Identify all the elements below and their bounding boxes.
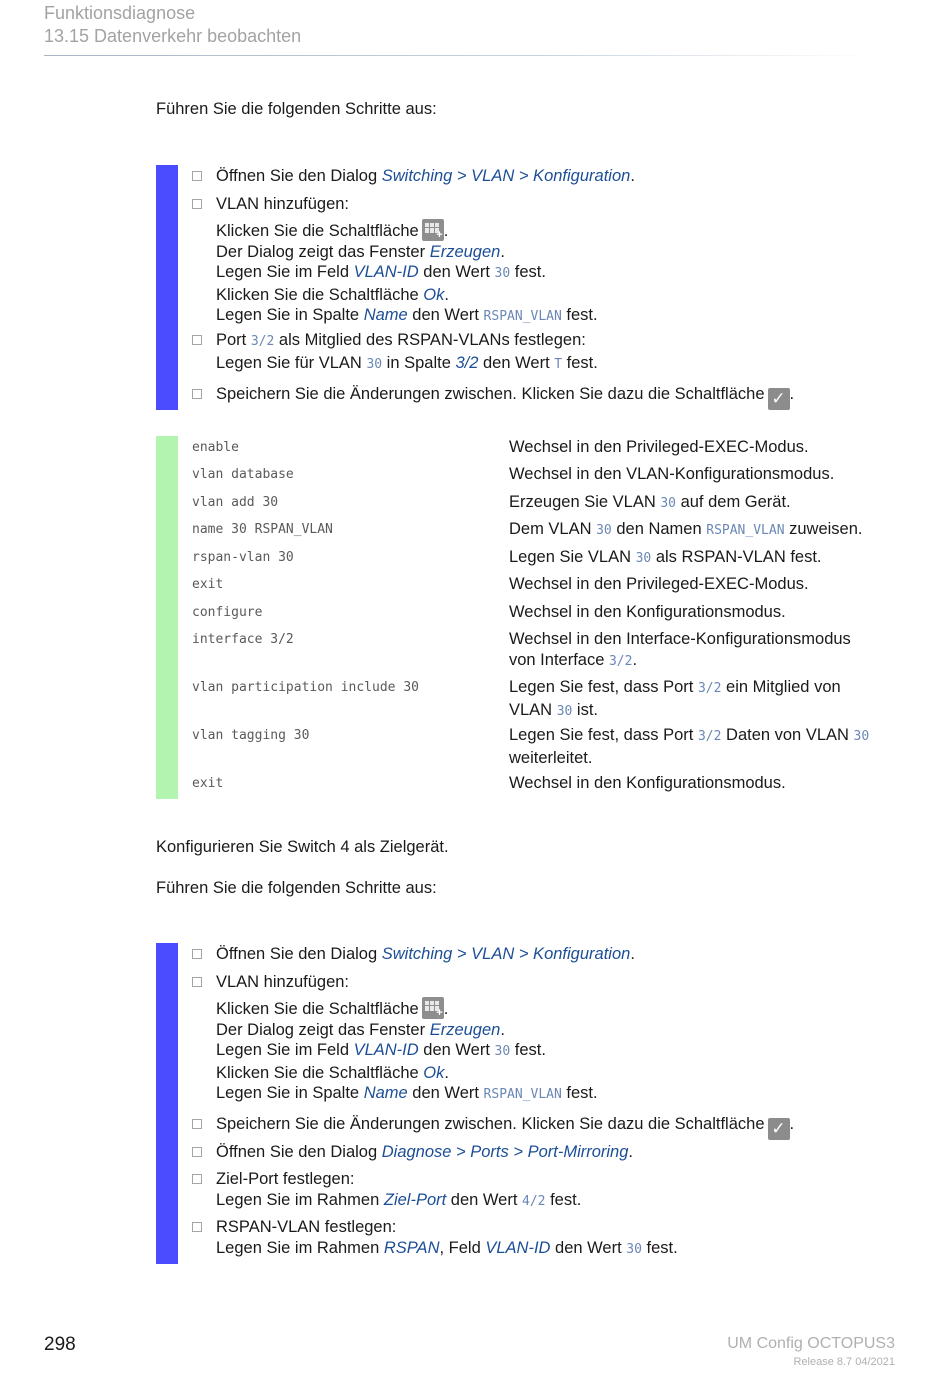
cli-command: name 30 RSPAN_VLAN bbox=[192, 522, 333, 537]
step-target-port: Ziel-Port festlegen: Legen Sie im Rahmen Ziel-Port den Wert 4/2 fest. bbox=[216, 1169, 581, 1212]
cli-command: configure bbox=[192, 605, 263, 620]
step-add-vlan: VLAN hinzufügen: bbox=[216, 972, 349, 993]
checkbox-icon bbox=[192, 199, 202, 209]
step-open-mirroring-dialog: Öffnen Sie den Dialog Diagnose > Ports > Port-Mirroring. bbox=[216, 1142, 633, 1163]
cli-description: Legen Sie VLAN 30 als RSPAN-VLAN fest. bbox=[509, 548, 822, 566]
steps-box-target bbox=[156, 943, 896, 1264]
step-rspan-vlan: RSPAN-VLAN festlegen: Legen Sie im Rahmen RSPAN, Feld VLAN-ID den Wert 30 fest. bbox=[216, 1217, 678, 1260]
cli-description: Erzeugen Sie VLAN 30 auf dem Gerät. bbox=[509, 493, 791, 511]
cli-bar bbox=[156, 436, 178, 799]
header-divider bbox=[44, 55, 874, 56]
page-number: 298 bbox=[44, 1334, 76, 1355]
cli-description: Dem VLAN 30 den Namen RSPAN_VLAN zuweisen. bbox=[509, 520, 863, 538]
add-table-icon: + bbox=[422, 997, 444, 1019]
cli-command: enable bbox=[192, 440, 239, 455]
checkbox-icon bbox=[192, 949, 202, 959]
cli-box bbox=[156, 436, 896, 799]
step-save: Speichern Sie die Änderungen zwischen. Klicken Sie dazu die Schaltfläche ✓ . bbox=[216, 1114, 794, 1140]
cli-description: Legen Sie fest, dass Port 3/2 Daten von VLAN 30 weiterleitet. bbox=[509, 726, 870, 767]
cli-description: Wechsel in den Privileged-EXEC-Modus. bbox=[509, 575, 809, 593]
checkbox-icon bbox=[192, 335, 202, 345]
step-add-vlan-details: Klicken Sie die Schaltfläche + . Der Dialog zeigt das Fenster Erzeugen. Legen Sie im Feld VLAN-ID den Wert 30 fest. Klicken Sie die Schaltfläche Ok. Legen Sie in Spalte Name den Wert RSPAN_VLAN fest. bbox=[216, 997, 598, 1106]
checkbox-icon bbox=[192, 977, 202, 987]
step-open-vlan-dialog: Öffnen Sie den Dialog Switching > VLAN > Konfiguration. bbox=[216, 944, 635, 965]
footer-release: Release 8.7 04/2021 bbox=[793, 1356, 895, 1368]
save-check-icon: ✓ bbox=[768, 388, 790, 410]
intro-text: Führen Sie die folgenden Schritte aus: bbox=[156, 100, 437, 118]
checkbox-icon bbox=[192, 171, 202, 181]
intro-text: Führen Sie die folgenden Schritte aus: bbox=[156, 879, 437, 897]
chapter-title: Funktionsdiagnose bbox=[44, 3, 196, 23]
cli-command: exit bbox=[192, 776, 224, 791]
steps-bar bbox=[156, 165, 178, 410]
steps-bar bbox=[156, 943, 178, 1264]
cli-description: Legen Sie fest, dass Port 3/2 ein Mitglied von VLAN 30 ist. bbox=[509, 678, 841, 719]
checkbox-icon bbox=[192, 389, 202, 399]
step-add-vlan: VLAN hinzufügen: bbox=[216, 194, 349, 215]
cli-command: vlan participation include 30 bbox=[192, 680, 419, 695]
footer-title: UM Config OCTOPUS3 bbox=[727, 1335, 895, 1352]
step-add-vlan-details: Klicken Sie die Schaltfläche + . Der Dialog zeigt das Fenster Erzeugen. Legen Sie im Feld VLAN-ID den Wert 30 fest. Klicken Sie die Schaltfläche Ok. Legen Sie in Spalte Name den Wert RSPAN_VLAN fest. bbox=[216, 219, 598, 328]
cli-command: exit bbox=[192, 577, 224, 592]
cli-command: vlan database bbox=[192, 467, 294, 482]
checkbox-icon bbox=[192, 1222, 202, 1232]
cli-command: rspan-vlan 30 bbox=[192, 550, 294, 565]
steps-box-source bbox=[156, 165, 896, 410]
section-title: 13.15 Datenverkehr beobachten bbox=[44, 26, 302, 46]
page-header bbox=[44, 2, 301, 48]
cli-description: Wechsel in den Interface-Konfigurationsmodus von Interface 3/2. bbox=[509, 630, 851, 669]
cli-description: Wechsel in den VLAN-Konfigurationsmodus. bbox=[509, 465, 835, 483]
cli-description: Wechsel in den Konfigurationsmodus. bbox=[509, 603, 786, 621]
checkbox-icon bbox=[192, 1174, 202, 1184]
step-save: Speichern Sie die Änderungen zwischen. Klicken Sie dazu die Schaltfläche ✓ . bbox=[216, 384, 794, 410]
checkbox-icon bbox=[192, 1119, 202, 1129]
cli-description: Wechsel in den Konfigurationsmodus. bbox=[509, 774, 786, 792]
checkbox-icon bbox=[192, 1147, 202, 1157]
body-text: Konfigurieren Sie Switch 4 als Zielgerät. bbox=[156, 838, 449, 856]
step-port-member: Port 3/2 als Mitglied des RSPAN-VLANs festlegen: Legen Sie für VLAN 30 in Spalte 3/2 den Wert T fest. bbox=[216, 330, 598, 375]
cli-command: vlan tagging 30 bbox=[192, 728, 310, 743]
add-table-icon: + bbox=[422, 219, 444, 241]
cli-command: vlan add 30 bbox=[192, 495, 279, 510]
cli-command: interface 3/2 bbox=[192, 632, 294, 647]
save-check-icon: ✓ bbox=[768, 1118, 790, 1140]
step-open-vlan-dialog: Öffnen Sie den Dialog Switching > VLAN > Konfiguration. bbox=[216, 166, 635, 187]
cli-description: Wechsel in den Privileged-EXEC-Modus. bbox=[509, 438, 809, 456]
